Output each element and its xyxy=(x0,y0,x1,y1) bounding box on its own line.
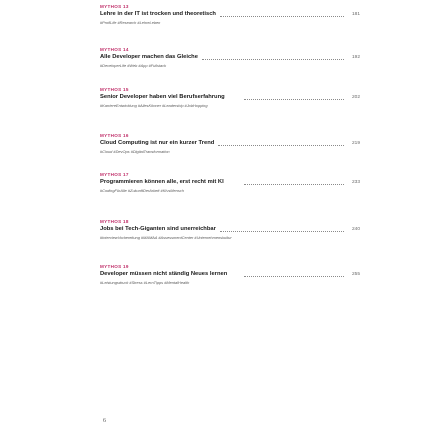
entry-title: Programmieren können alle, erst recht mit KI xyxy=(100,179,224,185)
entry-title: Cloud Computing ist nur ein kurzer Trend xyxy=(100,140,215,146)
title-row[interactable] xyxy=(100,271,360,278)
entry-title: Lehre in der IT ist trocken und theoretisch xyxy=(100,11,216,17)
dot-leader xyxy=(244,184,344,185)
hashtags: #KarriereEntwicklung #AllesKönner #Leadership #JobHopping xyxy=(100,103,208,108)
myth-label: MYTHOS 17 xyxy=(100,172,129,177)
page-number: 192 xyxy=(351,55,360,60)
toc-entry-myth-13 xyxy=(100,4,360,26)
myth-label: MYTHOS 19 xyxy=(100,264,129,269)
page-number: 202 xyxy=(351,95,360,100)
page-number: 255 xyxy=(351,272,360,277)
title-row[interactable] xyxy=(100,54,360,61)
entry-title: Senior Developer haben viel Berufserfahrung xyxy=(100,94,225,100)
myth-label: MYTHOS 14 xyxy=(100,47,129,52)
myth-label: MYTHOS 13 xyxy=(100,4,129,9)
dot-leader xyxy=(244,276,344,277)
title-row[interactable] xyxy=(100,226,360,233)
hashtags: #Leistungsdruck #Stress #LernTipps #MentalHealth xyxy=(100,280,190,285)
title-row[interactable] xyxy=(100,179,360,186)
page-number: 233 xyxy=(351,180,360,185)
toc-entry-myth-16 xyxy=(100,133,360,155)
myth-label: MYTHOS 15 xyxy=(100,87,129,92)
hashtags: #InterviewVorbereitung #MAMAA #AssessmentCenter #Unternehmenskultur xyxy=(100,235,232,240)
title-row[interactable] xyxy=(100,11,360,18)
toc-entry-myth-18 xyxy=(100,219,360,241)
entry-title: Jobs bei Tech-Giganten sind unerreichbar xyxy=(100,226,216,232)
hashtags: #CodingFürAlle #ZukunftDerArbeit #KIvsMensch xyxy=(100,188,184,193)
page-number: 240 xyxy=(351,227,360,232)
myth-label: MYTHOS 18 xyxy=(100,219,129,224)
myth-label: MYTHOS 16 xyxy=(100,133,129,138)
toc-entry-myth-15 xyxy=(100,87,360,109)
hashtags: #DeveloperLife #Web #App #Fullstack xyxy=(100,63,167,68)
page-number: 181 xyxy=(351,12,360,17)
dot-leader xyxy=(244,99,344,100)
dot-leader xyxy=(202,59,344,60)
hashtags: #Cloud #DevOps #DigitalTransformation xyxy=(100,149,170,154)
title-row[interactable] xyxy=(100,140,360,147)
entry-title: Alle Developer machen das Gleiche xyxy=(100,54,198,60)
toc-entry-myth-19 xyxy=(100,264,360,286)
toc-entry-myth-14 xyxy=(100,47,360,69)
dot-leader xyxy=(218,145,344,146)
page-number: 219 xyxy=(351,141,360,146)
entry-title: Developer müssen nicht ständig Neues lernen xyxy=(100,271,228,277)
toc-entry-myth-17 xyxy=(100,172,360,194)
title-row[interactable] xyxy=(100,94,360,101)
hashtags: #ProfiLife #Research #LehreLeben xyxy=(100,20,161,25)
page-folio: 6 xyxy=(103,418,106,424)
dot-leader xyxy=(220,16,344,17)
dot-leader xyxy=(220,231,344,232)
